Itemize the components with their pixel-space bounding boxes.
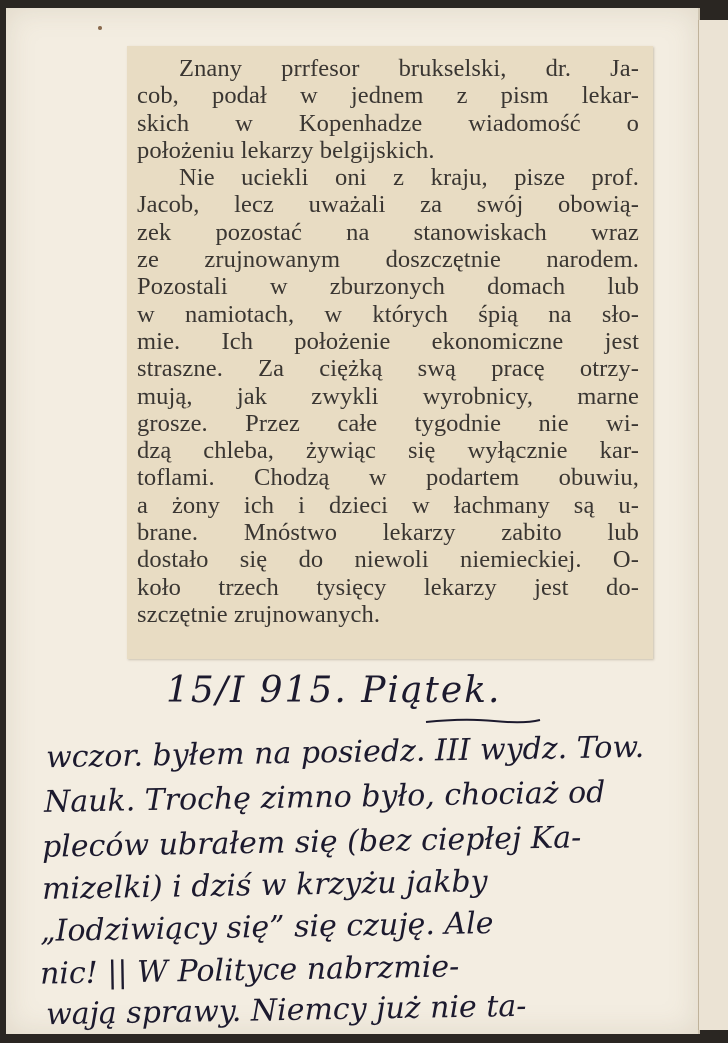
clipping-line: dostało się do niewoli niemieckiej. O- (137, 546, 639, 574)
clipping-line: Jacob, lecz uważali za swój obowią- (137, 191, 639, 219)
handwritten-line: pleców ubrałem się (bez ciepłej Ka- (41, 820, 582, 865)
notebook-page (6, 8, 700, 1034)
handwritten-line: mizelki) i dziś w krzyżu jakby (41, 864, 488, 907)
clipping-line: Pozostali w zburzonych domach lub (137, 273, 639, 301)
handwritten-date: 15/I 915. Piątek. (166, 670, 502, 711)
clipping-line: szczętnie zrujnowanych. (137, 600, 381, 628)
clipping-line: grosze. Przez całe tygodnie nie wi- (137, 409, 639, 437)
clipping-line: straszne. Za ciężką swą pracę otrzy- (137, 355, 639, 383)
clipping-line: w namiotach, w których śpią na sło- (137, 300, 639, 328)
clipping-line: toflami. Chodzą w podartem obuwiu, (137, 464, 639, 492)
handwritten-line: nic! || W Polityce nabrzmie- (39, 949, 460, 992)
handwritten-line: Nauk. Trochę zimno było, chociaż od (43, 775, 606, 820)
adjacent-page-edge (698, 20, 728, 1030)
clipping-line: skich w Kopenhadze wiadomość o (137, 109, 639, 137)
clipping-line: mie. Ich położenie ekonomiczne jest (137, 327, 639, 355)
handwritten-line: „Iodziwiący się” się czuję. Ale (39, 906, 494, 949)
clipping-line: zek pozostać na stanowiskach wraz (137, 218, 639, 246)
clipping-line: cob, podał w jednem z pism lekar- (137, 82, 639, 110)
date-underline (424, 716, 542, 726)
clipping-line: brane. Mnóstwo lekarzy zabito lub (137, 519, 639, 547)
handwritten-line: wają sprawy. Niemcy już nie ta- (45, 988, 527, 1033)
clipping-line: ze zrujnowanym doszczętnie narodem. (137, 246, 639, 274)
handwritten-line: wczor. byłem na posiedz. III wydz. Tow. (45, 729, 645, 776)
clipping-line: Nie uciekli oni z kraju, pisze prof. (179, 164, 639, 192)
clipping-line: a żony ich i dzieci w łachmany są u- (137, 491, 639, 519)
handwritten-note (6, 8, 698, 1034)
clipping-line: mują, jak zwykli wyrobnicy, marne (137, 382, 639, 410)
clipping-line: dzą chleba, żywiąc się wyłącznie kar- (137, 437, 639, 465)
clipping-line: koło trzech tysięcy lekarzy jest do- (137, 573, 639, 601)
clipping-line: Znany prrfesor brukselski, dr. Ja- (179, 55, 639, 82)
clipping-line: położeniu lekarzy belgijskich. (137, 136, 435, 164)
